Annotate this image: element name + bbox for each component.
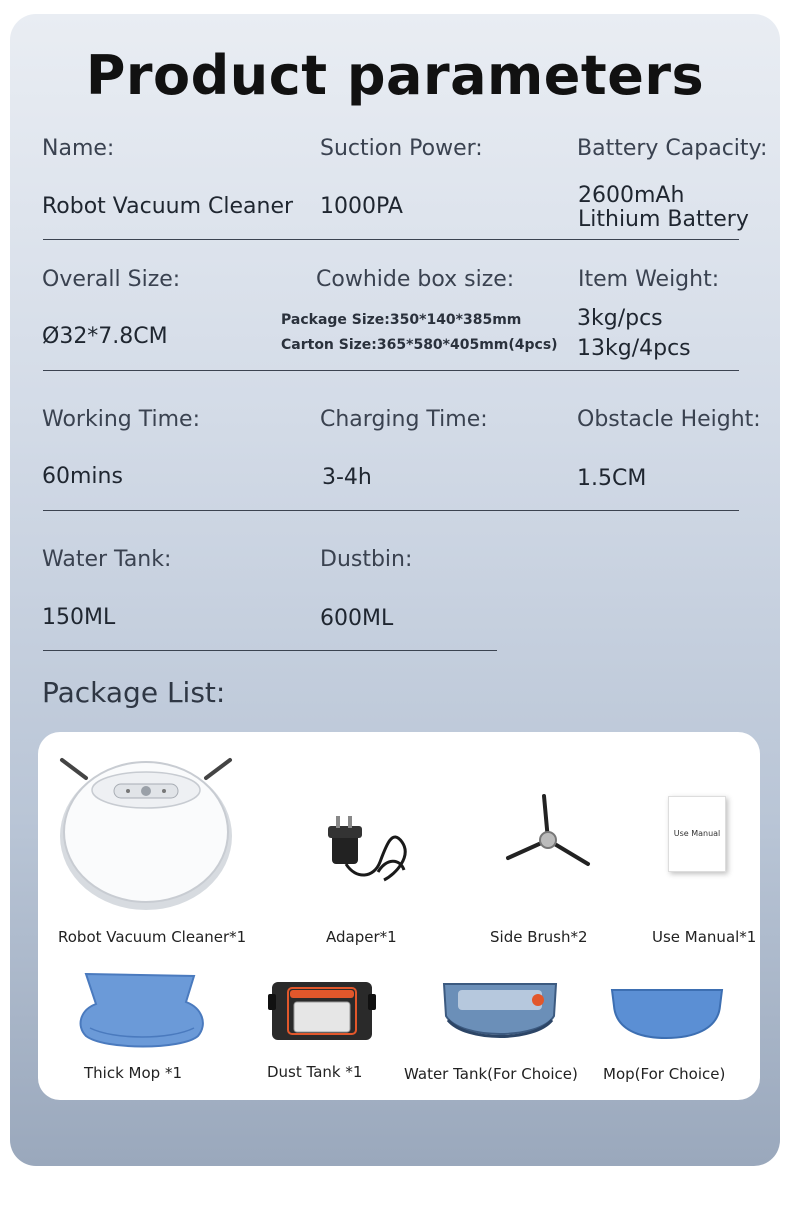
manual-icon — [668, 796, 726, 872]
box-size-label: Cowhide box size: — [316, 267, 515, 292]
package-item-label: Thick Mop *1 — [84, 1064, 182, 1082]
name-label: Name: — [42, 136, 115, 161]
dustbin-value: 600ML — [320, 606, 394, 631]
suction-value: 1000PA — [320, 194, 403, 219]
battery-value-line2: Lithium Battery — [578, 207, 749, 232]
package-item-label: Use Manual*1 — [652, 928, 757, 946]
battery-value-line1: 2600mAh — [578, 183, 685, 208]
weight-label: Item Weight: — [578, 267, 720, 292]
row-divider-3 — [43, 510, 739, 511]
water-tank-icon — [440, 976, 560, 1048]
water-tank-label: Water Tank: — [42, 547, 172, 572]
charging-time-value: 3-4h — [322, 465, 372, 490]
suction-label: Suction Power: — [320, 136, 483, 161]
package-item-label: Dust Tank *1 — [267, 1063, 363, 1081]
package-list-panel — [38, 732, 760, 1100]
working-time-value: 60mins — [42, 464, 123, 489]
side-brush-icon — [502, 792, 594, 876]
name-value: Robot Vacuum Cleaner — [42, 194, 294, 219]
dust-tank-icon — [268, 976, 376, 1044]
product-parameters-card — [10, 14, 780, 1166]
package-item-label: Side Brush*2 — [490, 928, 588, 946]
working-time-label: Working Time: — [42, 407, 200, 432]
overall-size-value: Ø32*7.8CM — [42, 324, 168, 349]
thick-mop-icon — [74, 968, 210, 1052]
row-divider-2 — [43, 370, 739, 371]
row-divider-4 — [43, 650, 497, 651]
overall-size-label: Overall Size: — [42, 267, 181, 292]
package-item-label: Robot Vacuum Cleaner*1 — [58, 928, 247, 946]
robot-vacuum-icon — [56, 744, 236, 914]
carton-size-value: Carton Size:365*580*405mm(4pcs) — [281, 337, 558, 353]
obstacle-label: Obstacle Height: — [577, 407, 761, 432]
package-list-title: Package List: — [42, 676, 226, 709]
charging-time-label: Charging Time: — [320, 407, 488, 432]
package-item-label: Mop(For Choice) — [603, 1065, 726, 1083]
water-tank-value: 150ML — [42, 605, 116, 630]
mop-icon — [608, 986, 726, 1042]
battery-label: Battery Capacity: — [577, 136, 768, 161]
package-size-value: Package Size:350*140*385mm — [281, 312, 522, 328]
weight-value-line2: 13kg/4pcs — [577, 336, 691, 361]
package-item-label: Water Tank(For Choice) — [404, 1065, 578, 1083]
dustbin-label: Dustbin: — [320, 547, 413, 572]
package-item-label: Adaper*1 — [326, 928, 397, 946]
page-title: Product parameters — [85, 44, 705, 107]
manual-cover-text: Use Manual — [673, 829, 721, 838]
weight-value-line1: 3kg/pcs — [577, 306, 663, 331]
power-adapter-icon — [326, 808, 410, 888]
row-divider-1 — [43, 239, 739, 240]
obstacle-value: 1.5CM — [577, 466, 647, 491]
